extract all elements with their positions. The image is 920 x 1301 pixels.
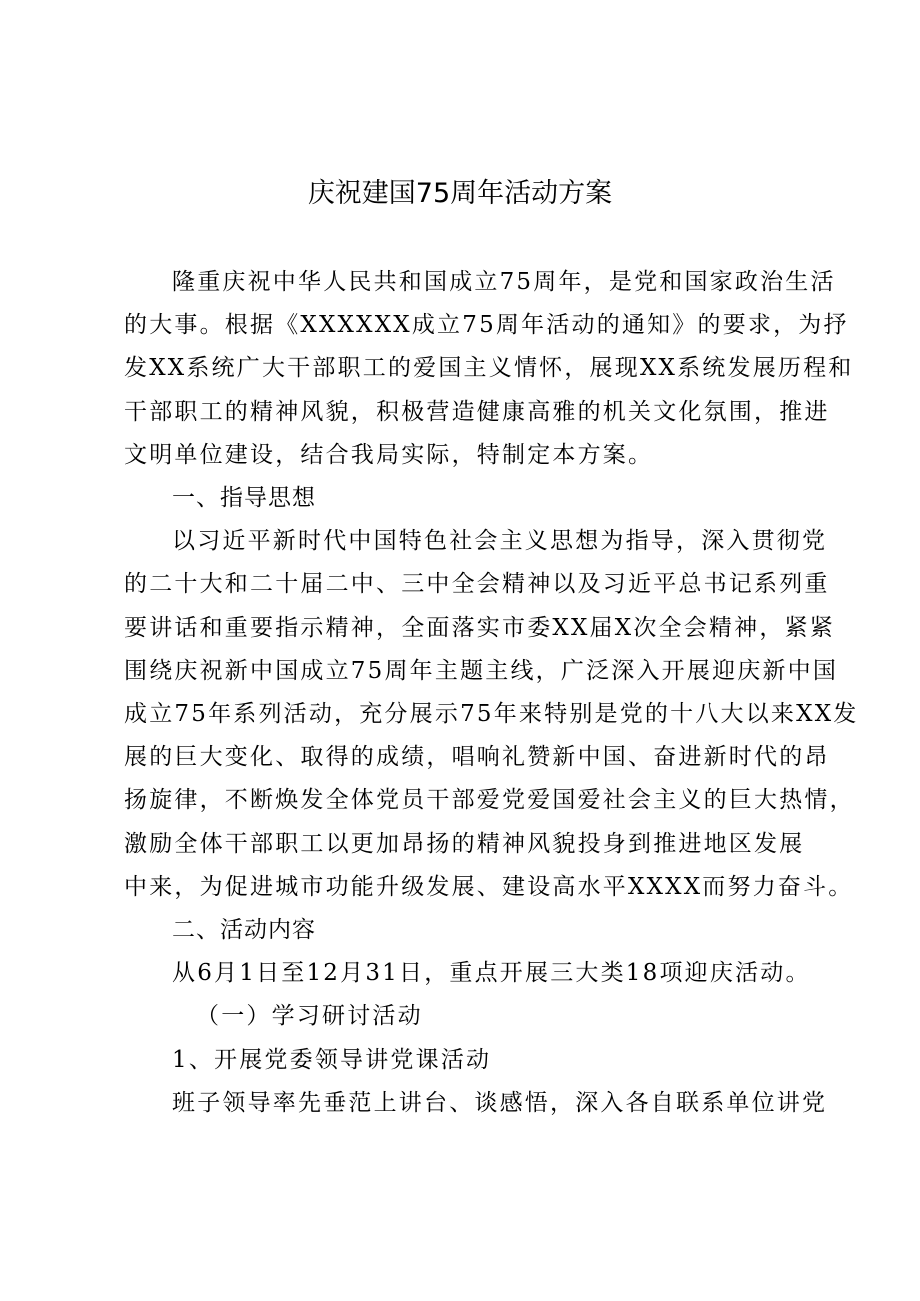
text-line: 的大事。根据《XXXXXX成立75周年活动的通知》的要求，为抒 [124,312,849,339]
text-line: 激励全体干部职工以更加昂扬的精神风貌投身到推进地区发展 [124,830,805,857]
text-line: 围绕庆祝新中国成立75周年主题主线，广泛深入开展迎庆新中国 [124,657,839,684]
document-body [124,261,859,1125]
section-heading-activity-content: 二、活动内容 [172,917,316,944]
subsection-heading-study: （一）学习研讨活动 [196,1003,423,1030]
item-heading-party-lecture: 1、开展党委领导讲党课活动 [172,1046,492,1073]
text-line: 中来，为促进城市功能升级发展、建设高水平XXXX而努力奋斗。 [124,873,854,900]
text-line: 以习近平新时代中国特色社会主义思想为指导，深入贯彻党 [172,528,828,555]
document-title: 庆祝建国75周年活动方案 [307,178,613,209]
text-line: 干部职工的精神风貌，积极营造健康高雅的机关文化氛围，推进 [124,398,830,425]
text-line: 要讲话和重要指示精神，全面落实市委XX届X次全会精神，紧紧 [124,614,835,641]
text-line: 文明单位建设，结合我局实际，特制定本方案。 [124,441,654,468]
text-line: 隆重庆祝中华人民共和国成立75周年，是党和国家政治生活 [172,269,836,295]
text-line: 成立75年系列活动，充分展示75年来特别是党的十八大以来XX发 [124,701,859,728]
text-line: 班子领导率先垂范上讲台、谈感悟，深入各自联系单位讲党 [172,1089,828,1116]
text-line: 发XX系统广大干部职工的爱国主义情怀，展现XX系统发展历程和 [124,355,854,382]
section-heading-guiding-ideology: 一、指导思想 [172,485,316,512]
intro-paragraph [124,261,854,477]
text-line: 的二十大和二十届二中、三中全会精神以及习近平总书记系列重 [124,571,830,598]
guiding-ideology-paragraph [124,520,859,909]
text-line: 从6月1日至12月31日，重点开展三大类18项迎庆活动。 [172,960,811,987]
text-line: 展的巨大变化、取得的成绩，唱响礼赞新中国、奋进新时代的昂 [124,744,830,771]
text-line: 扬旋律，不断焕发全体党员干部爱党爱国爱社会主义的巨大热情， [124,787,855,814]
